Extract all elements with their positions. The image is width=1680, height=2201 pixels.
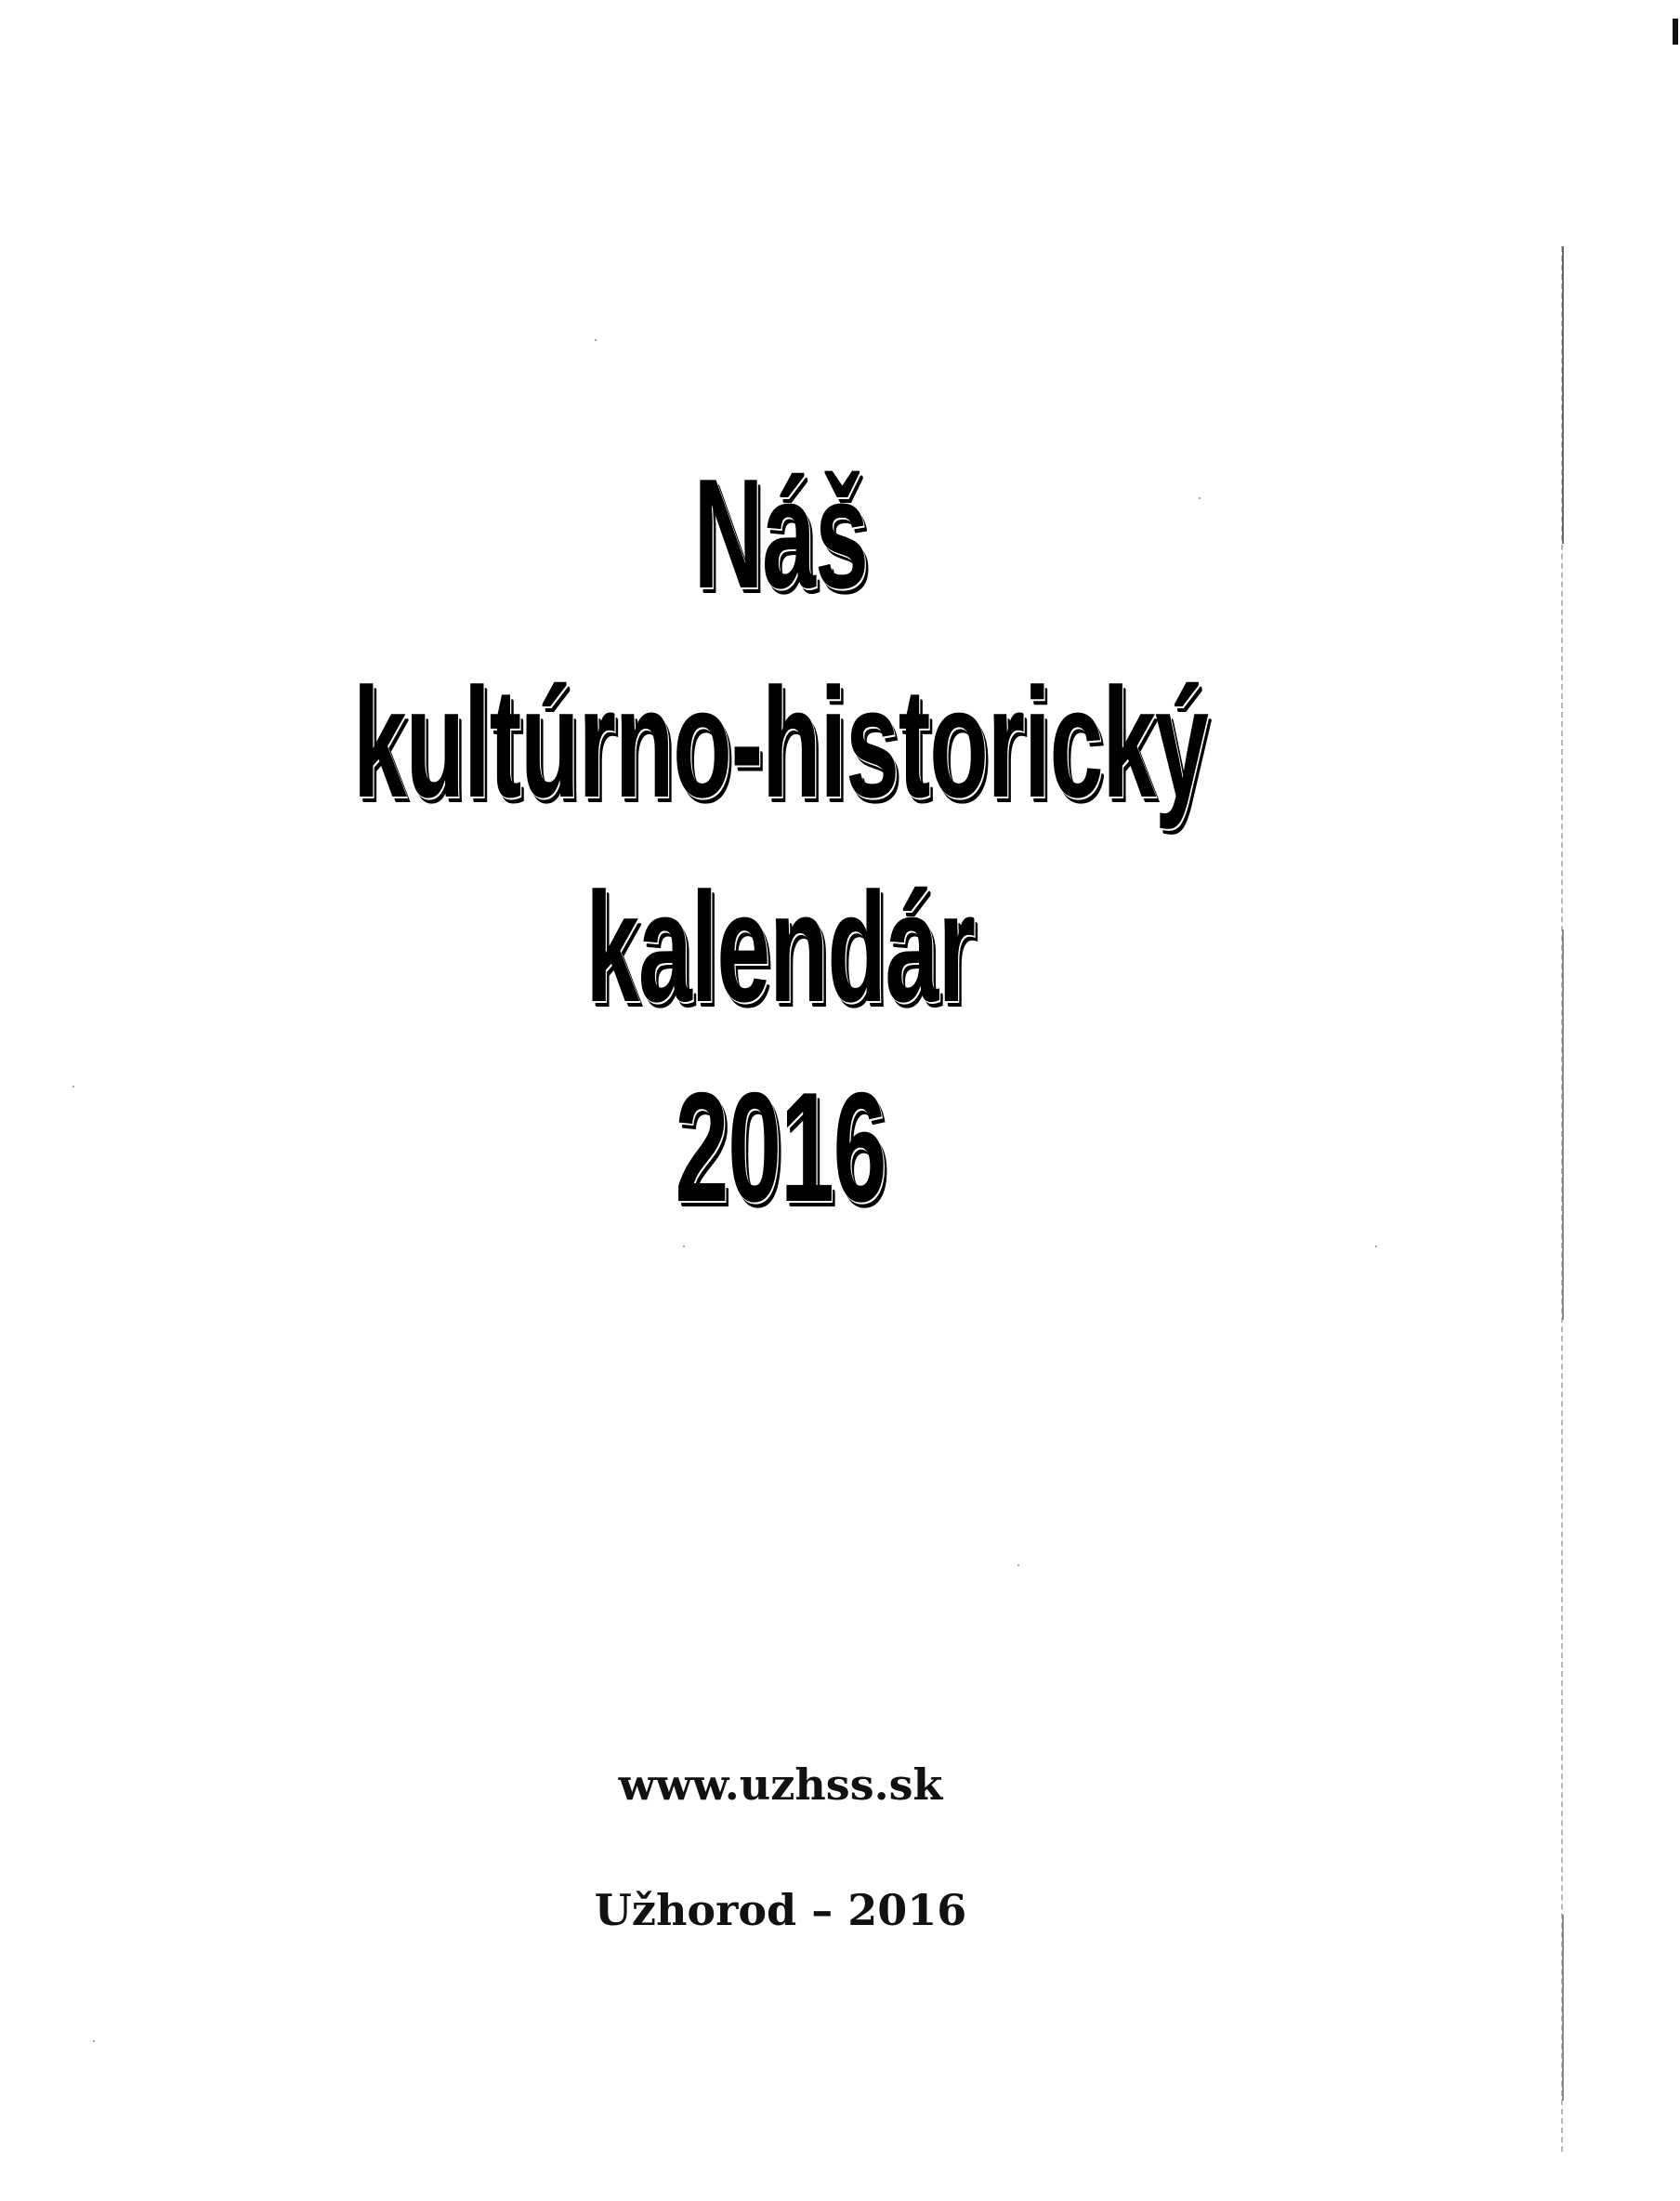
- title-text: kultúrno-historický: [353, 655, 1208, 830]
- title-year: [0, 1060, 1561, 1234]
- scan-speck: [683, 1245, 685, 1247]
- title-line-1: [0, 446, 1561, 621]
- title-text: kalendár: [585, 860, 976, 1035]
- scan-edge-segment: [1562, 246, 1564, 544]
- scan-speck: [1375, 1245, 1377, 1247]
- title-line-2: [0, 655, 1561, 830]
- title-text: Náš: [693, 446, 868, 621]
- scan-edge-segment: [1562, 929, 1564, 1320]
- title-text: 2016: [675, 1060, 886, 1234]
- scan-speck: [595, 339, 597, 341]
- place-year-text: Užhorod – 2016: [594, 1885, 967, 1935]
- scan-speck: [1017, 1564, 1019, 1566]
- scan-edge-segment: [1562, 1915, 1564, 2101]
- title-line-3: [0, 860, 1561, 1035]
- scan-corner-mark: [1673, 19, 1678, 45]
- website-text: www.uzhss.sk: [618, 1759, 943, 1810]
- scan-speck: [93, 2040, 95, 2042]
